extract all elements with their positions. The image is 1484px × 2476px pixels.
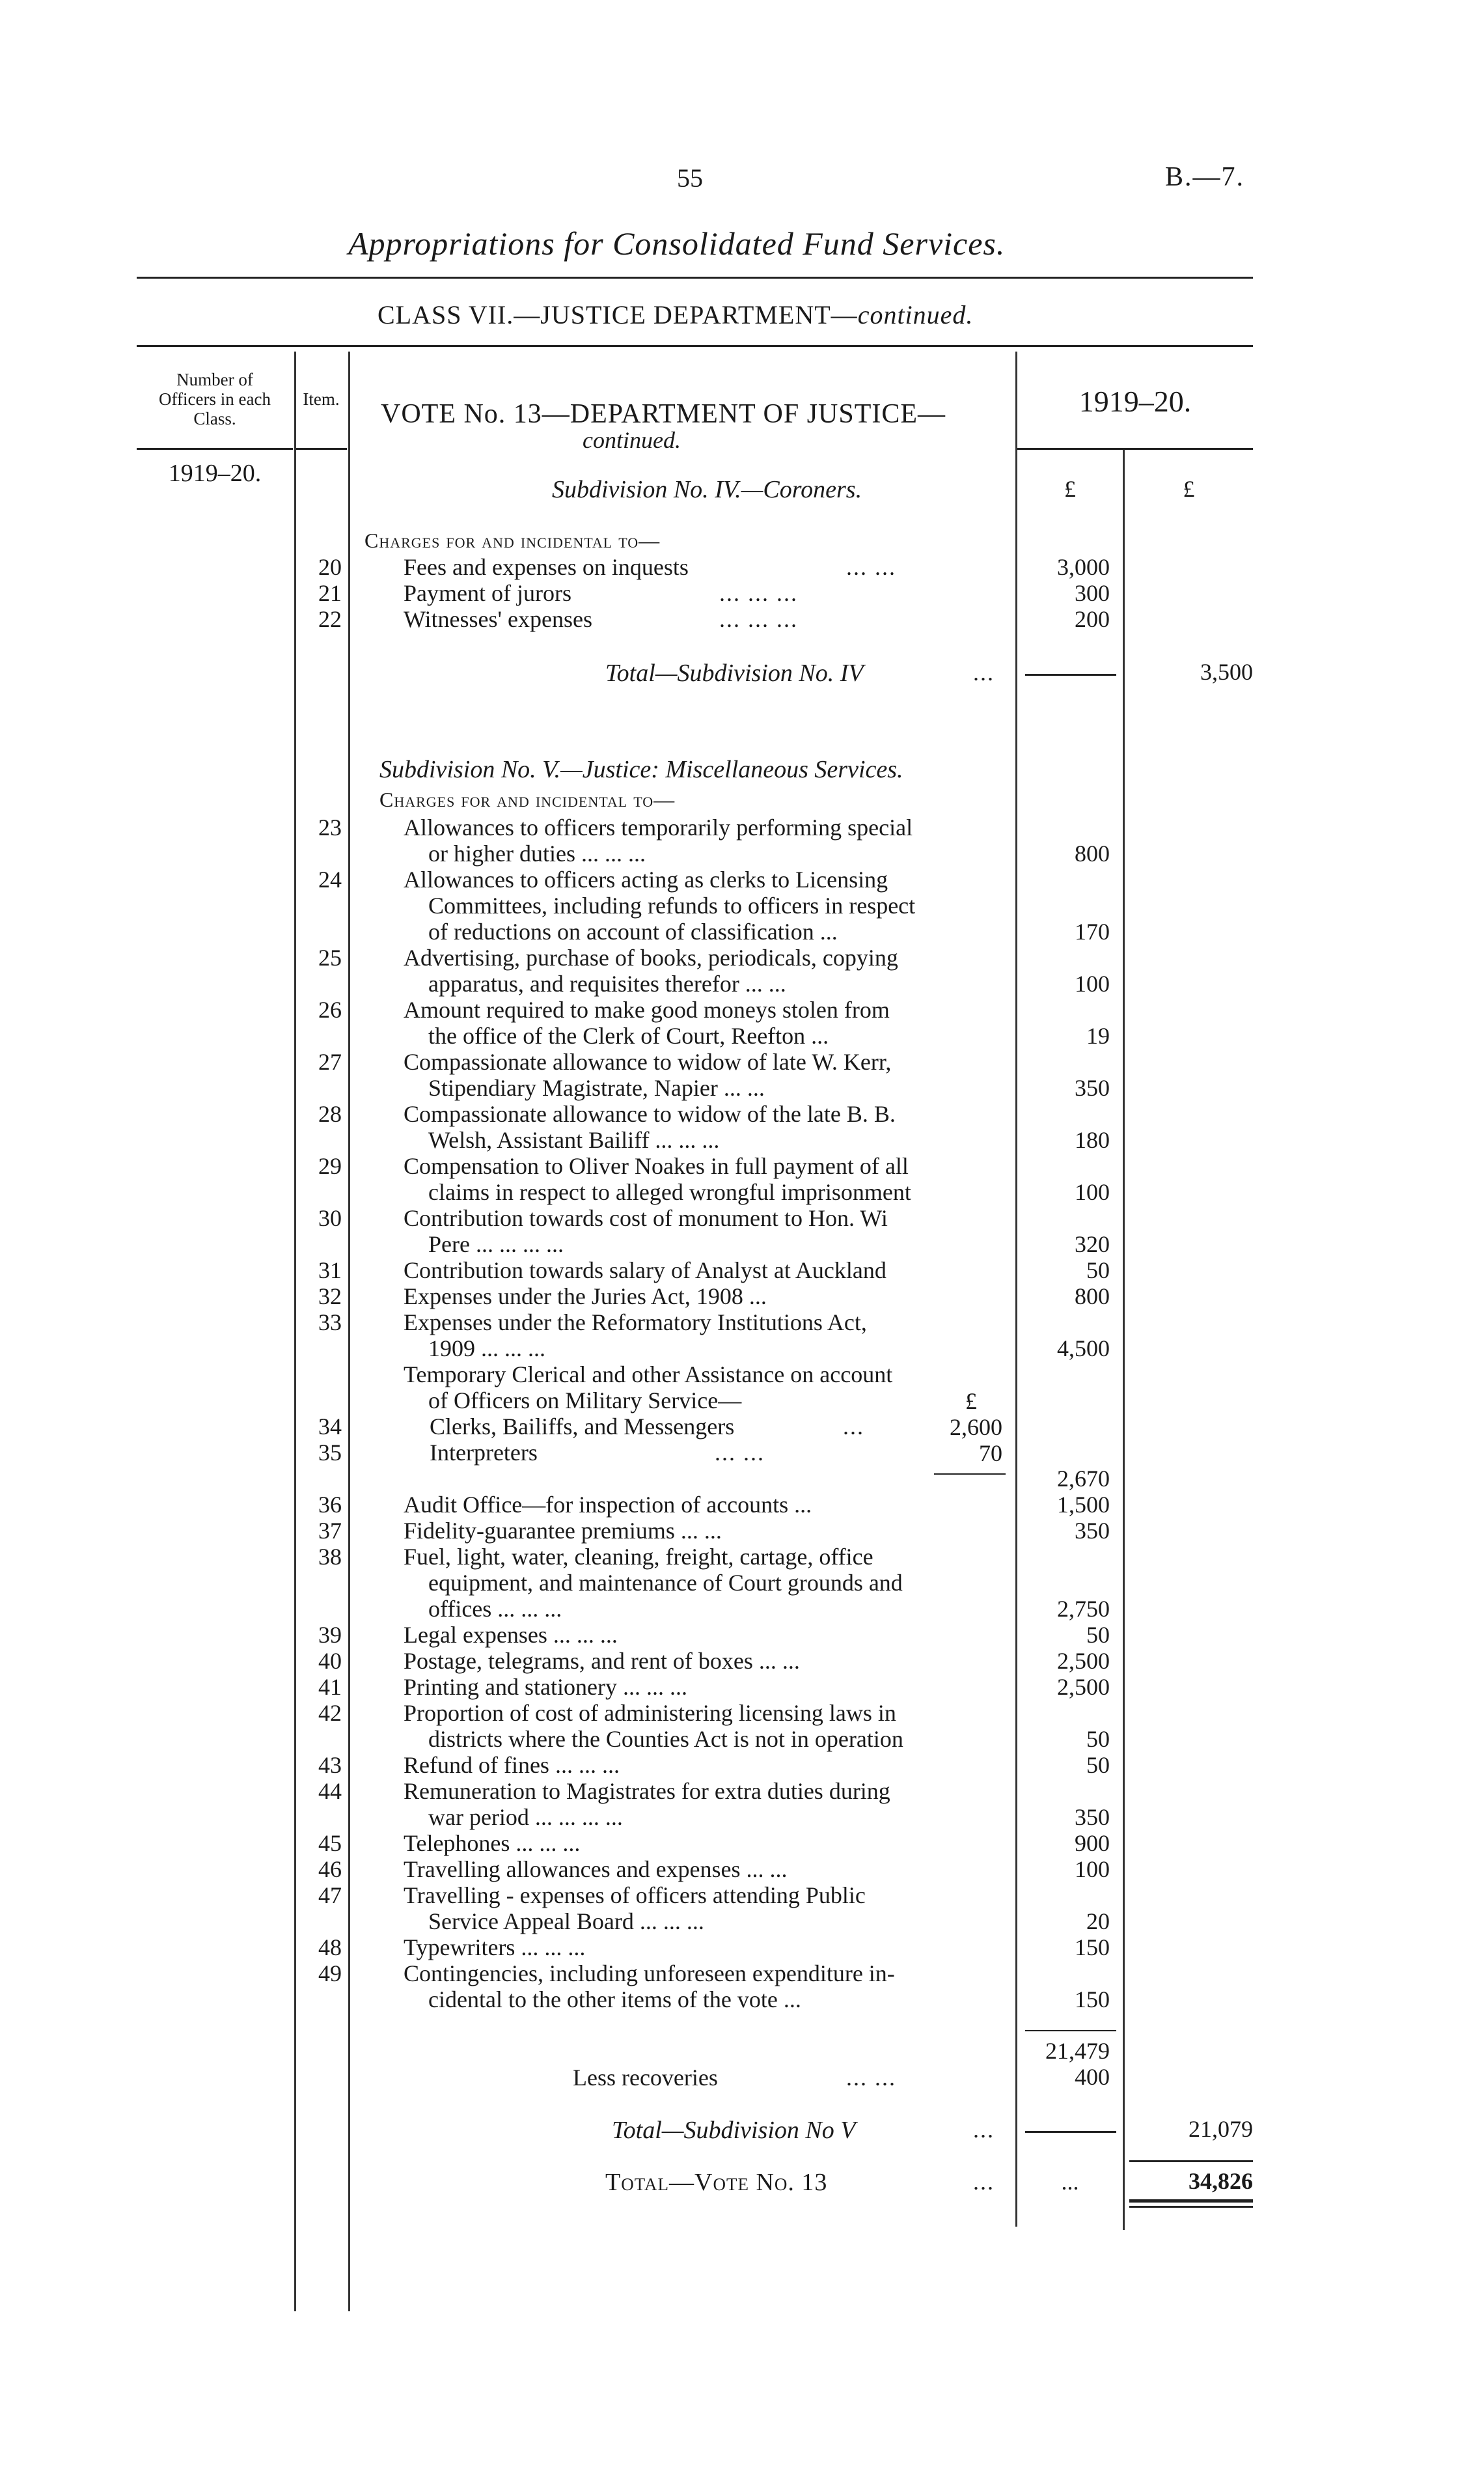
sub-item-value: 70: [979, 1440, 1002, 1466]
item-number: 46: [318, 1856, 342, 1882]
officers-year: 1919–20.: [168, 460, 262, 487]
subdivision-iv-charges: Charges for and incidental to—: [364, 529, 661, 552]
item-description-line: Committees, including refunds to officers in respect: [428, 893, 916, 919]
item-description-line: Contribution towards cost of monument to Hon. Wi: [404, 1205, 888, 1231]
leader-dots: ... ...: [846, 2065, 896, 2091]
item-amount: 2,500: [1057, 1674, 1110, 1700]
item-amount: 50: [1086, 1622, 1110, 1648]
item-amount: 300: [1075, 580, 1110, 606]
item-description-line: or higher duties ... ... ...: [428, 841, 646, 867]
less-recoveries-label: Less recoveries: [573, 2065, 718, 2091]
leader-dots: ... ... ...: [719, 606, 798, 632]
year-header-rule: [1017, 448, 1253, 450]
class-rule: [137, 345, 1253, 347]
item-number: 44: [318, 1778, 342, 1804]
item-amount: 100: [1075, 971, 1110, 997]
pound-sign-totals: £: [1183, 476, 1195, 502]
item-number: 31: [318, 1257, 342, 1283]
item-description-line: Allowances to officers temporarily performing special: [404, 814, 913, 841]
item-amount: 2,750: [1057, 1596, 1110, 1622]
item-number: 48: [318, 1934, 342, 1960]
temp-assistance-line: Temporary Clerical and other Assistance on account: [404, 1361, 893, 1387]
item-text: Witnesses' expenses: [404, 606, 592, 632]
item-amount: 1,500: [1057, 1492, 1110, 1518]
item-number: 42: [318, 1700, 342, 1726]
item-number: 29: [318, 1153, 342, 1179]
officers-header: [137, 370, 293, 428]
item-amount: 100: [1075, 1856, 1110, 1882]
item-description-line: Compassionate allowance to widow of late W. Kerr,: [404, 1049, 892, 1075]
subdivision-v-charges: Charges for and incidental to—: [379, 788, 676, 811]
class-heading: [378, 299, 973, 330]
item-amount: 350: [1075, 1804, 1110, 1830]
item-description-line: Service Appeal Board ... ... ...: [428, 1908, 704, 1934]
item-number: 34: [318, 1413, 342, 1440]
subdivision-v-rule: [1025, 2131, 1116, 2133]
vote-total-double-rule: [1129, 2199, 1253, 2203]
vote-total-double-rule: [1129, 2206, 1253, 2208]
vote-total-mid-dots: ...: [1061, 2169, 1079, 2195]
officers-header-line: Officers in each: [159, 389, 271, 409]
title-rule: [137, 277, 1253, 279]
subdivision-iv-heading: Subdivision No. IV.—Coroners.: [552, 476, 862, 503]
item-description-line: Advertising, purchase of books, periodicals, copying: [404, 945, 898, 971]
item-amount: 800: [1075, 841, 1110, 867]
document-reference: B.—7.: [1165, 162, 1245, 192]
leader-dots: ... ... ...: [719, 580, 798, 606]
item-description-line: Compassionate allowance to widow of the late B. B.: [404, 1101, 896, 1127]
class-heading-text: CLASS VII.—JUSTICE DEPARTMENT—: [378, 300, 858, 329]
item-number: 36: [318, 1492, 342, 1518]
item-amount: 3,000: [1057, 554, 1110, 580]
temp-assistance-line: of Officers on Military Service—: [428, 1387, 742, 1413]
leader-dots: ...: [843, 1413, 864, 1440]
class-heading-continued: continued.: [857, 300, 974, 329]
pound-sign-items: £: [1064, 476, 1076, 502]
less-recoveries-amount: 400: [1075, 2064, 1110, 2090]
item-description-line: Refund of fines ... ... ...: [404, 1752, 620, 1778]
item-number: 49: [318, 1960, 342, 1986]
item-number: 41: [318, 1674, 342, 1700]
page-number: 55: [677, 163, 703, 193]
officers-header-line: Number of: [176, 370, 253, 389]
leader-dots: ...: [973, 2169, 995, 2195]
item-amount: 180: [1075, 1127, 1110, 1153]
item-number: 28: [318, 1101, 342, 1127]
item-amount: 50: [1086, 1726, 1110, 1752]
item-number: 33: [318, 1309, 342, 1335]
item-description-line: Remuneration to Magistrates for extra duties during: [404, 1778, 890, 1804]
item-description-line: Printing and stationery ... ... ...: [404, 1674, 687, 1700]
item-description: [404, 580, 571, 606]
item-description-line: offices ... ... ...: [428, 1596, 562, 1622]
subdivision-iv-rule: [1025, 674, 1116, 676]
item-description-line: Travelling - expenses of officers attending Public: [404, 1882, 866, 1908]
item-description-line: Postage, telegrams, and rent of boxes ... ...: [404, 1648, 800, 1674]
item-description-line: apparatus, and requisites therefor ... ...: [428, 971, 786, 997]
item-number: 47: [318, 1882, 342, 1908]
page-title: Appropriations for Consolidated Fund Services.: [348, 225, 1006, 262]
item-number: 24: [318, 867, 342, 893]
item-description-line: Fuel, light, water, cleaning, freight, cartage, office: [404, 1544, 873, 1570]
item-number: 27: [318, 1049, 342, 1075]
item-number: 23: [318, 814, 342, 841]
item-description-line: Legal expenses ... ... ...: [404, 1622, 618, 1648]
sub-item-value: 2,600: [950, 1414, 1002, 1440]
item-amount: 900: [1075, 1830, 1110, 1856]
item-description-line: Typewriters ... ... ...: [404, 1934, 586, 1960]
item-description-line: equipment, and maintenance of Court grounds and: [428, 1570, 903, 1596]
total-column-divider: [1123, 449, 1125, 2230]
vote-total-top-rule: [1129, 2160, 1253, 2162]
item-description-line: Expenses under the Juries Act, 1908 ...: [404, 1283, 767, 1309]
item-number: 38: [318, 1544, 342, 1570]
subdivision-iv-total-label: Total—Subdivision No. IV: [605, 660, 864, 687]
item-description-line: Contingencies, including unforeseen expenditure in-: [404, 1960, 895, 1986]
item-text: Payment of jurors: [404, 580, 571, 606]
item-description-line: cidental to the other items of the vote ...: [428, 1986, 801, 2012]
item-number: 43: [318, 1752, 342, 1778]
item-description-line: Contribution towards salary of Analyst at Auckland: [404, 1257, 886, 1283]
subdivision-iv-total: 3,500: [1200, 659, 1253, 685]
subdivision-v-heading: Subdivision No. V.—Justice: Miscellaneous Services.: [379, 756, 903, 783]
subdivision-v-total: 21,079: [1189, 2116, 1253, 2142]
year-header: 1919–20.: [1079, 385, 1192, 418]
item-description-line: claims in respect to alleged wrongful imprisonment: [428, 1179, 911, 1205]
item-description-line: Compensation to Oliver Noakes in full payment of all: [404, 1153, 909, 1179]
item-amount: 150: [1075, 1934, 1110, 1960]
item-amount: 150: [1075, 1986, 1110, 2012]
item-number: 45: [318, 1830, 342, 1856]
item-amount: 200: [1075, 606, 1110, 632]
sub-item-text: Clerks, Bailiffs, and Messengers: [430, 1413, 735, 1440]
sub-item-text: Interpreters: [430, 1440, 538, 1466]
item-amount: 50: [1086, 1752, 1110, 1778]
temp-sum-rule: [934, 1473, 1006, 1475]
item-description-line: districts where the Counties Act is not in operation: [428, 1726, 903, 1752]
gross-amount: 21,479: [1045, 2038, 1110, 2064]
item-amount: 350: [1075, 1518, 1110, 1544]
subdivision-v-total-label: Total—Subdivision No V: [612, 2117, 856, 2144]
item-amount: 100: [1075, 1179, 1110, 1205]
item-description-line: 1909 ... ... ...: [428, 1335, 545, 1361]
leader-dots: ... ...: [846, 554, 896, 580]
item-number: 26: [318, 997, 342, 1023]
item-amount: 19: [1086, 1023, 1110, 1049]
item-number: 22: [318, 606, 342, 632]
leader-dots: ... ...: [715, 1440, 765, 1466]
item-number: 39: [318, 1622, 342, 1648]
item-amount: 320: [1075, 1231, 1110, 1257]
item-description-line: Proportion of cost of administering licensing laws in: [404, 1700, 896, 1726]
item-number: 21: [318, 580, 342, 606]
temp-sum-amount: 2,670: [1057, 1466, 1110, 1492]
item-description: [404, 606, 592, 632]
item-description-line: war period ... ... ... ...: [428, 1804, 623, 1830]
item-description-line: Welsh, Assistant Bailiff ... ... ...: [428, 1127, 720, 1153]
item-amount: 50: [1086, 1257, 1110, 1283]
vote-total-label: Total—Vote No. 13: [605, 2169, 828, 2196]
item-column-divider: [348, 352, 350, 2311]
officers-header-line: Class.: [193, 409, 236, 428]
leader-dots: ...: [973, 660, 995, 686]
item-number: 40: [318, 1648, 342, 1674]
item-description-line: Stipendiary Magistrate, Napier ... ...: [428, 1075, 765, 1101]
item-number: 37: [318, 1518, 342, 1544]
item-description-line: Expenses under the Reformatory Institutions Act,: [404, 1309, 867, 1335]
item-amount: 800: [1075, 1283, 1110, 1309]
item-amount: 2,500: [1057, 1648, 1110, 1674]
item-description-line: the office of the Clerk of Court, Reefton ...: [428, 1023, 829, 1049]
item-number: 25: [318, 945, 342, 971]
item-description-line: of reductions on account of classification ...: [428, 919, 838, 945]
item-number: 20: [318, 554, 342, 580]
item-description-line: Audit Office—for inspection of accounts ...: [404, 1492, 812, 1518]
gross-rule: [1025, 2030, 1116, 2031]
leader-dots: ...: [973, 2117, 995, 2143]
item-amount: 4,500: [1057, 1335, 1110, 1361]
item-description-line: Pere ... ... ... ...: [428, 1231, 564, 1257]
vote-title-continued: continued.: [583, 427, 681, 453]
item-amount: 20: [1086, 1908, 1110, 1934]
item-amount: 350: [1075, 1075, 1110, 1101]
item-number: 32: [318, 1283, 342, 1309]
item-description-line: Telephones ... ... ...: [404, 1830, 581, 1856]
item-text: Fees and expenses on inquests: [404, 554, 689, 580]
item-header-rule: [296, 448, 347, 450]
vote-title: VOTE No. 13—DEPARTMENT OF JUSTICE—: [381, 399, 946, 429]
vote-total-amount: 34,826: [1189, 2168, 1253, 2194]
item-amount: 170: [1075, 919, 1110, 945]
item-header: Item.: [303, 389, 340, 409]
item-number: 35: [318, 1440, 342, 1466]
item-description-line: Travelling allowances and expenses ... ...: [404, 1856, 788, 1882]
officers-header-rule: [137, 448, 293, 450]
temp-pound-sign: £: [965, 1388, 977, 1414]
item-description-line: Allowances to officers acting as clerks to Licensing: [404, 867, 888, 893]
item-description: [404, 554, 689, 580]
item-description-line: Amount required to make good moneys stolen from: [404, 997, 890, 1023]
item-description-line: Fidelity-guarantee premiums ... ...: [404, 1518, 722, 1544]
item-number: 30: [318, 1205, 342, 1231]
